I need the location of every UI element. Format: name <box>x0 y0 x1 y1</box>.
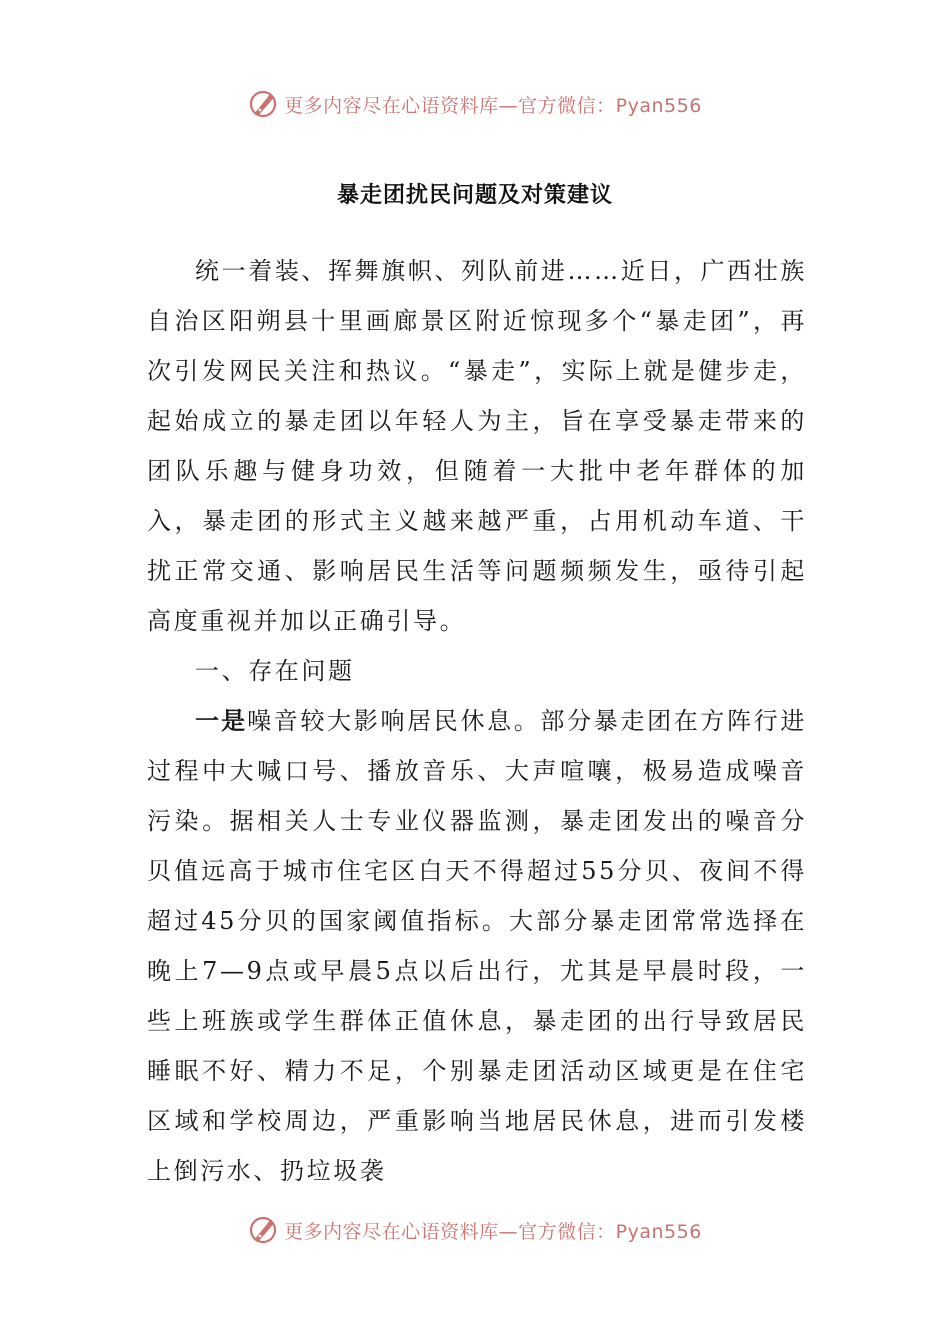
watermark-text: 更多内容尽在心语资料库—官方微信：Pyan556 <box>284 94 702 117</box>
document-title: 暴走团扰民问题及对策建议 <box>336 182 613 208</box>
watermark-text: 更多内容尽在心语资料库—官方微信：Pyan556 <box>284 1220 702 1243</box>
footer-watermark <box>0 1210 950 1250</box>
section-heading: 一、存在问题 <box>195 657 355 685</box>
point-one-body: 噪音较大影响居民休息。部分暴走团在方阵行进过程中大喊口号、播放音乐、大声喧嚷，极易造成噪音污染。据相关人士专业仪器监测，暴走团发出的噪音分贝值远高于城市住宅区白天不得超过55分贝、夜间不得超过45分贝的国家阈值指标。大部分暴走团常常选择在晚上7—9点或早晨5点以后出行，尤其是早晨时段，一些上班族或学生群体正值休息，暴走团的出行导致居民睡眠不好、精力不足，个别暴走团活动区域更是在住宅区域和学校周边，严重影响当地居民休息，进而引发楼上倒污水、扔垃圾袭 <box>147 707 808 1185</box>
document-body <box>147 246 807 1196</box>
pen-nib-logo-icon <box>248 1215 278 1245</box>
intro-paragraph: 统一着装、挥舞旗帜、列队前进……近日，广西壮族自治区阳朔县十里画廊景区附近惊现多个“暴走团”，再次引发网民关注和热议。“暴走”，实际上就是健步走，起始成立的暴走团以年轻人为主，旨在享受暴走带来的团队乐趣与健身功效，但随着一大批中老年群体的加入，暴走团的形式主义越来越严重，占用机动车道、干扰正常交通、影响居民生活等问题频频发生，亟待引起高度重视并加以正确引导。 <box>147 257 807 635</box>
header-watermark <box>0 84 950 124</box>
pen-nib-logo-icon <box>248 89 278 119</box>
point-one-paragraph <box>147 696 807 1196</box>
point-one-lead: 一是 <box>195 706 248 735</box>
